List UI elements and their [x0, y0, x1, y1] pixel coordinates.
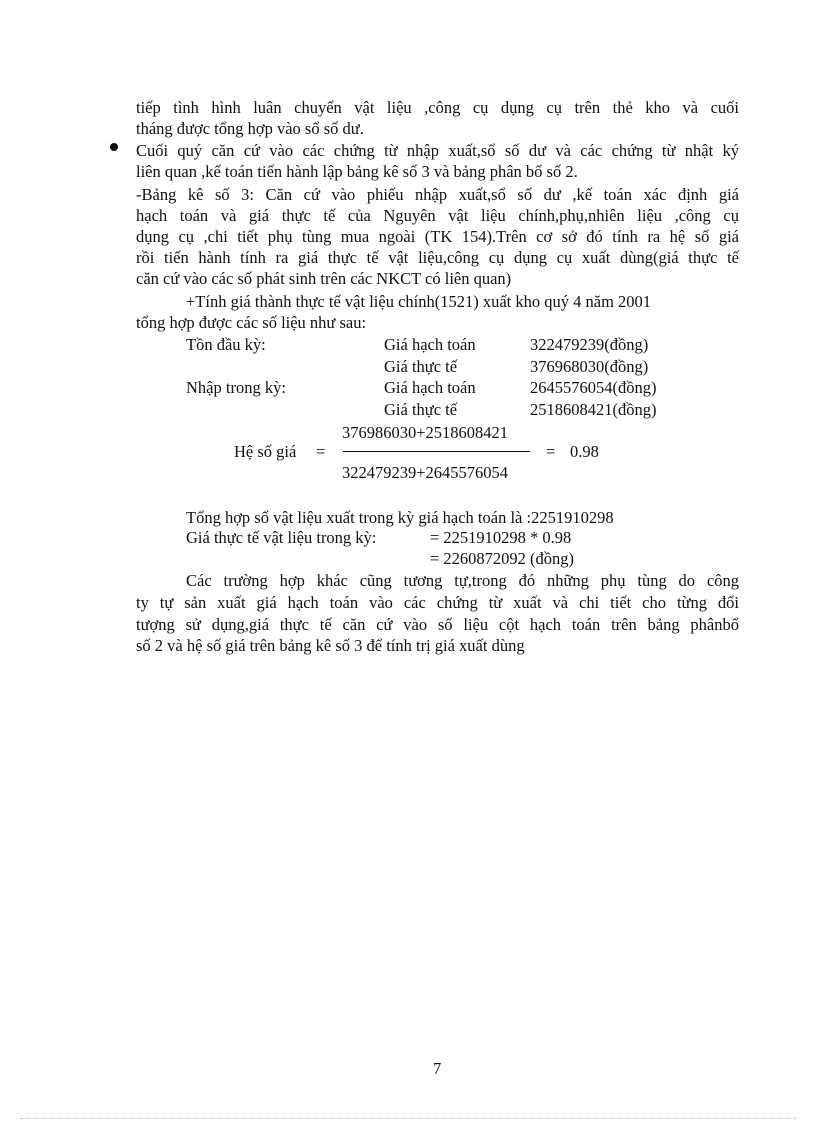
bang-ke-line5: căn cứ vào các số phát sinh trên các NKCT có liên quan) [136, 269, 512, 288]
paragraph1-line2: tháng được tổng hợp vào sổ số dư. [136, 119, 364, 138]
bang-ke-line3: dụng cụ ,chi tiết phụ tùng mua ngoài (TK 154).Trên cơ sở đó tính ra hệ số giá [136, 227, 739, 246]
formula-denominator: 322479239+2645576054 [342, 463, 509, 482]
bang-ke-line1: -Bảng kê số 3: Căn cứ vào phiếu nhập xuất,sổ số dư ,kế toán xác định giá [136, 185, 739, 204]
bullet-icon [110, 143, 118, 151]
gia-thuc-te-label: Giá thực tế vật liệu trong kỳ: [186, 528, 377, 547]
closing-line1: Các trường hợp khác cũng tương tự,trong đó những phụ tùng do công [186, 571, 739, 590]
closing-line2: ty tự sản xuất giá hạch toán vào các chứng từ xuất và chi tiết cho từng đối [136, 593, 739, 612]
ton-dau-ky-label: Tồn đầu kỳ: [186, 335, 266, 354]
nhap-trong-ky-label: Nhập trong kỳ: [186, 378, 286, 397]
bullet-line2: liên quan ,kế toán tiến hành lập bảng kê số 3 và bảng phân bổ số 2. [136, 162, 578, 181]
page-number: 7 [433, 1059, 442, 1078]
row3-label: Giá hạch toán [384, 378, 476, 397]
row2-value: 376968030(đồng) [530, 357, 649, 376]
bullet-line1: Cuối quý căn cứ vào các chứng từ nhập xuất,sổ số dư và các chứng từ nhật ký [136, 141, 739, 160]
tinh-gia-line2: tổng hợp được các số liệu như sau: [136, 313, 367, 332]
tinh-gia-line1: +Tính giá thành thực tế vật liệu chính(1521) xuất kho quý 4 năm 2001 [186, 292, 652, 311]
row4-value: 2518608421(đồng) [530, 400, 657, 419]
row1-label: Giá hạch toán [384, 335, 476, 354]
calc-line1: = 2251910298 * 0.98 [430, 528, 572, 547]
closing-line4: số 2 và hệ số giá trên bảng kê số 3 để tính trị giá xuất dùng [136, 636, 525, 655]
formula-numerator: 376986030+2518608421 [342, 423, 509, 442]
row3-value: 2645576054(đồng) [530, 378, 657, 397]
row4-label: Giá thực tế [384, 400, 458, 419]
formula-result: 0.98 [570, 442, 599, 461]
bang-ke-line2: hạch toán và giá thực tế của Nguyên vật liệu chính,phụ,nhiên liệu ,công cụ [136, 206, 739, 225]
formula-equals-1: = [316, 442, 326, 461]
formula-label: Hệ số giá [234, 442, 297, 461]
paragraph1-line1: tiếp tình hình luân chuyển vật liệu ,công cụ dụng cụ trên thẻ kho và cuối [136, 98, 739, 117]
calc-line2: = 2260872092 (đồng) [430, 549, 575, 568]
row2-label: Giá thực tế [384, 357, 458, 376]
closing-line3: tượng sử dụng,giá thực tế căn cứ vào số liệu cột hạch toán trên bảng phânbổ [136, 615, 739, 634]
bang-ke-line4: rồi tiến hành tính ra giá thực tế vật liệu,công cụ dụng cụ xuất dùng(giá thực tế [136, 248, 739, 267]
fraction-bar [343, 451, 530, 452]
row1-value: 322479239(đồng) [530, 335, 649, 354]
tong-hop-line1: Tổng hợp số vật liệu xuất trong kỳ giá hạch toán là :2251910298 [186, 508, 614, 527]
footer-divider [20, 1118, 796, 1119]
formula-equals-2: = [546, 442, 556, 461]
